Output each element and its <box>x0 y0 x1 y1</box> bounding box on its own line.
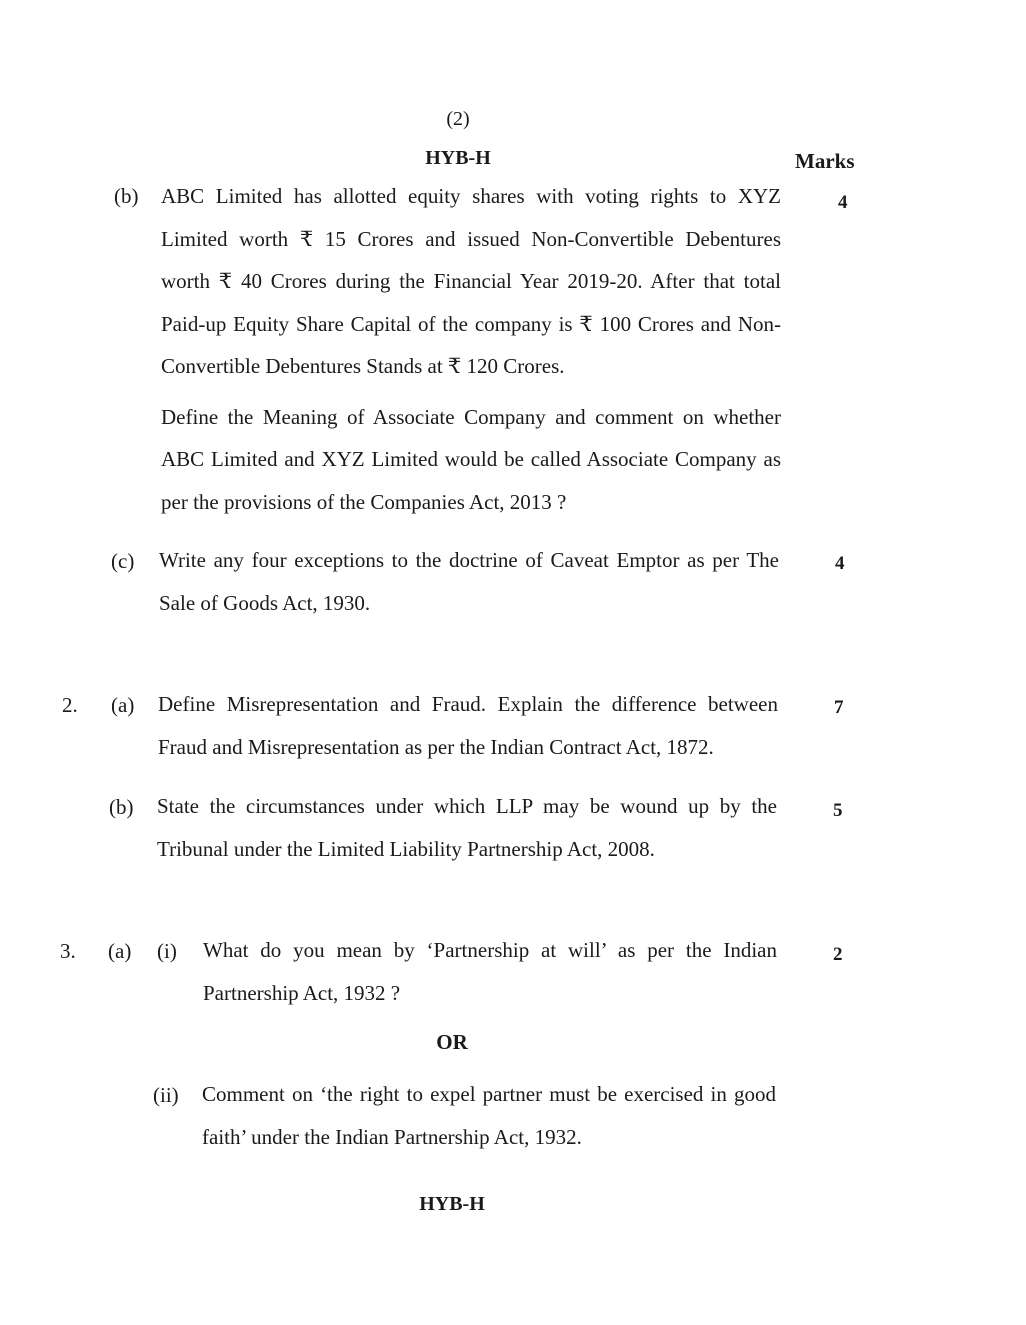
question-1b-paragraph-1: ABC Limited has allotted equity shares with voting rights to XYZ Limited worth ₹ 15 Crores and issued Non-Convertible Debentures worth ₹ 40 Crores during the Financial Year 2019-20. After that total Paid-up Equity Share Capital of the company is ₹ 100 Crores and Non-Convertible Debentures Stands at ₹ 120 Crores. <box>161 184 781 378</box>
question-2b-marks: 5 <box>833 800 843 821</box>
question-3-number: 3. <box>60 939 76 963</box>
question-3a-i-body: What do you mean by ‘Partnership at will’ as per the Indian Partnership Act, 1932 ? <box>203 938 777 1005</box>
question-1b-paragraph-2: Define the Meaning of Associate Company and comment on whether ABC Limited and XYZ Limited would be called Associate Company as per the provisions of the Companies Act, 2013 ? <box>161 404 781 514</box>
question-1b-label: (b) <box>114 184 139 208</box>
paper-code-bottom: HYB-H <box>419 1193 485 1215</box>
question-2a-label: (a) <box>111 693 135 717</box>
question-1b-marks: 4 <box>838 192 848 213</box>
question-2a-body: Define Misrepresentation and Fraud. Explain the difference between Fraud and Misrepresentation as per the Indian Contract Act, 1872. <box>158 692 778 759</box>
question-2b-label: (b) <box>109 795 134 819</box>
question-1c-label: (c) <box>111 549 135 573</box>
question-1b-body <box>161 175 781 523</box>
page-number: (2) <box>446 108 470 130</box>
question-2b-body: State the circumstances under which LLP may be wound up by the Tribunal under the Limited Liability Partnership Act, 2008. <box>157 794 777 861</box>
question-1c-body: Write any four exceptions to the doctrine of Caveat Emptor as per The Sale of Goods Act, 1930. <box>159 548 779 615</box>
or-separator: OR <box>436 1030 468 1054</box>
question-3a-ii-body: Comment on ‘the right to expel partner must be exercised in good faith’ under the Indian Partnership Act, 1932. <box>202 1082 776 1149</box>
question-3a-i-marks: 2 <box>833 944 843 965</box>
question-2a-marks: 7 <box>834 697 844 718</box>
marks-heading: Marks <box>795 149 855 173</box>
question-3a-ii-label: (ii) <box>153 1083 179 1107</box>
question-3a-i-label: (i) <box>157 939 177 963</box>
paper-code-top: HYB-H <box>425 147 491 169</box>
question-3a-label: (a) <box>108 939 132 963</box>
question-1c-marks: 4 <box>835 553 845 574</box>
question-2-number: 2. <box>62 693 78 717</box>
